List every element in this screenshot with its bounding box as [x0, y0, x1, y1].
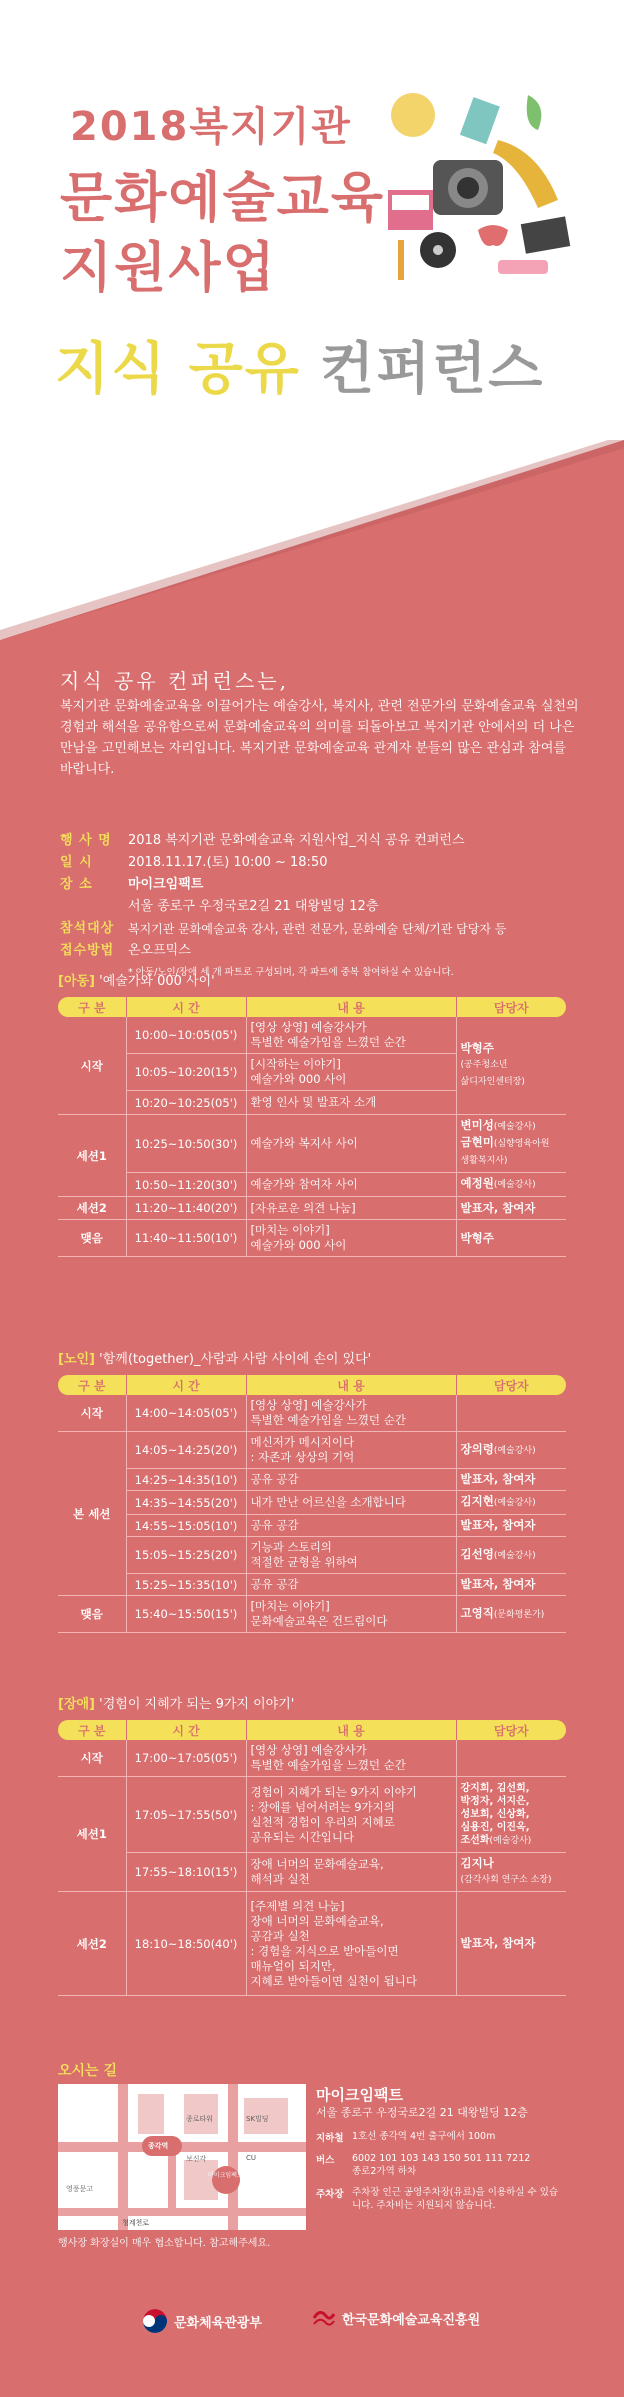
map-label-sk: SK빌딩	[246, 2115, 269, 2123]
presenter-cell	[456, 1432, 566, 1469]
map-label-tower: 종로타워	[186, 2115, 214, 2123]
presenter-cell	[456, 1740, 566, 1777]
section-tag: [아동]	[58, 974, 95, 989]
time-cell: 10:05~10:20(15')	[126, 1054, 246, 1091]
presenter-cell	[456, 1395, 566, 1432]
presenter-name: 강지희, 김선희, 박정자, 서지은, 성보희, 신상화, 심용진, 이진옥, 조선화	[460, 1782, 530, 1846]
group-cell: 세션1	[58, 1115, 126, 1197]
presenter-note: (감각사회 연구소 소장)	[460, 1875, 552, 1885]
directions-section	[58, 2060, 568, 2249]
presenter-name: 고영직	[460, 1605, 494, 1620]
schedule-disability	[58, 1693, 566, 1996]
presenter-note: (문화평론가)	[493, 1609, 545, 1620]
presenter-cell	[456, 1017, 566, 1115]
col-header: 시 간	[126, 1375, 246, 1395]
content-cell: 경험이 지혜가 되는 9가지 이야기 : 장애를 넘어서려는 9가지의 실천적 경험이 우리의 지혜로 공유되는 시간입니다	[246, 1777, 456, 1853]
section-title	[58, 970, 566, 989]
presenter-cell: 박형주	[456, 1220, 566, 1257]
presenter-note: (예술강사)	[489, 1835, 532, 1846]
time-cell: 10:50~11:20(30')	[126, 1173, 246, 1197]
time-cell: 11:20~11:40(20')	[126, 1197, 246, 1220]
table-row	[58, 1892, 566, 1996]
transport-value: 6002 101 103 143 150 501 111 7212 종로2가역 하차	[352, 2153, 531, 2177]
diagonal-divider	[0, 440, 624, 670]
presenter-cell: 발표자, 참여자	[456, 1574, 566, 1596]
info-value: 복지기관 문화예술교육 강사, 관련 전문가, 문화예술 단체/기관 담당자 등	[128, 922, 507, 936]
content-cell: 공유 공감	[246, 1469, 456, 1491]
taegeuk-icon	[142, 2308, 168, 2334]
info-label: 행 사 명	[60, 833, 112, 848]
transport-label: 주차장	[316, 2189, 344, 2200]
content-cell: 장애 너머의 문화예술교육, 해석과 실천	[246, 1853, 456, 1892]
presenter-note: (심향영육아원 생활복지사)	[460, 1139, 550, 1166]
schedule-children	[58, 970, 566, 1257]
content-cell: 메신저가 메시지이다 : 자존과 상상의 기억	[246, 1432, 456, 1469]
presenter-note: (예술강사)	[493, 1180, 536, 1190]
col-header: 담당자	[456, 1720, 566, 1740]
restroom-note: 행사장 화장실이 매우 협소합니다. 참고해주세요.	[58, 2238, 271, 2249]
intro-body: 복지기관 문화예술교육을 이끌어가는 예술강사, 복지사, 관련 전문가의 문화예술교육 실천의 경험과 해석을 공유함으로써 문화예술교육의 의미를 되돌아보고 복지기관 안에서의 더 나은 만남을 고민해보는 자리입니다. 복지기관 문화예술교육 관계자 분들의 많은 관심과 참여를 바랍니다.	[60, 699, 579, 777]
section-subtitle: '경험이 지혜가 되는 9가지 이야기'	[99, 1697, 295, 1712]
presenter-name: 장의령	[460, 1441, 494, 1456]
info-row-date	[60, 852, 600, 874]
info-note: * 아동/노인/장애 세 개 파트로 구성되며, 각 파트에 중복 참여하실 수 있습니다.	[128, 967, 454, 978]
table-row	[58, 1469, 566, 1491]
transport-label: 버스	[316, 2155, 335, 2166]
map-label-cu: CU	[246, 2154, 257, 2162]
presenter-cell: 발표자, 참여자	[456, 1515, 566, 1537]
info-value: 2018.11.17.(토) 10:00 ~ 18:50	[128, 855, 328, 870]
time-cell: 14:05~14:25(20')	[126, 1432, 246, 1469]
content-cell: 기능과 스토리의 적절한 균형을 위하여	[246, 1537, 456, 1574]
venue-name: 마이크임팩트	[316, 2086, 403, 2104]
col-header: 내 용	[246, 1375, 456, 1395]
info-row-audience	[60, 918, 600, 940]
info-value: 온오프믹스	[128, 943, 191, 958]
content-cell: 공유 공감	[246, 1515, 456, 1537]
col-header: 담당자	[456, 997, 566, 1017]
time-cell: 14:35~14:55(20')	[126, 1491, 246, 1515]
presenter-name: 김선영	[460, 1546, 494, 1561]
hero-title-conference: 컨퍼런스	[320, 337, 545, 402]
info-value: 마이크임팩트	[128, 877, 204, 892]
time-cell: 17:55~18:10(15')	[126, 1853, 246, 1892]
hero-title-line3: 지원사업	[60, 236, 277, 299]
presenter-cell: 발표자, 참여자	[456, 1197, 566, 1220]
col-header: 내 용	[246, 1720, 456, 1740]
table-row	[58, 1537, 566, 1574]
col-header: 구 분	[58, 1720, 126, 1740]
table-row	[58, 1574, 566, 1596]
section-title	[58, 1693, 566, 1712]
col-header: 구 분	[58, 997, 126, 1017]
table-row	[58, 1432, 566, 1469]
transport-value: 1호선 종각역 4번 출구에서 100m	[352, 2131, 496, 2142]
arte-logo	[312, 2308, 480, 2328]
table-row	[58, 1173, 566, 1197]
presenter-cell	[456, 1777, 566, 1853]
info-value: 2018 복지기관 문화예술교육 지원사업_지식 공유 컨퍼런스	[128, 833, 465, 848]
presenter-name: 금현미	[460, 1135, 494, 1149]
presenter-name: 김지나	[460, 1856, 494, 1870]
content-cell: 예술가와 참여자 사이	[246, 1173, 456, 1197]
transport-value: 주차장 인근 공영주차장(유료)을 이용하실 수 있습니다. 주차비는 지원되지 않습니다.	[352, 2187, 559, 2211]
group-cell: 세션2	[58, 1197, 126, 1220]
presenter-cell	[456, 1853, 566, 1892]
ministry-name: 문화체육관광부	[174, 2315, 262, 2331]
map-label-bookstore: 영풍문고	[66, 2185, 94, 2193]
group-cell: 시작	[58, 1017, 126, 1115]
location-map	[58, 2084, 306, 2230]
arts-collage-illustration	[378, 80, 578, 290]
presenter-cell	[456, 1115, 566, 1173]
event-info	[60, 830, 600, 978]
schedule-table	[58, 997, 566, 1257]
schedule-seniors	[58, 1348, 566, 1633]
map-label-road: 청계천로	[122, 2219, 150, 2227]
info-row-name	[60, 830, 600, 852]
table-row	[58, 1017, 566, 1054]
content-cell: [주제별 의견 나눔] 장애 너머의 문화예술교육, 공감과 실천 : 경험을 지식으로 받아들이면 매뉴얼이 되지만, 지혜로 받아들이면 실천이 됩니다	[246, 1892, 456, 1996]
info-label: 일 시	[60, 855, 93, 870]
col-header: 구 분	[58, 1375, 126, 1395]
col-header: 담당자	[456, 1375, 566, 1395]
table-row	[58, 1515, 566, 1537]
col-header: 시 간	[126, 997, 246, 1017]
time-cell: 14:55~15:05(10')	[126, 1515, 246, 1537]
hero-title-line2: 문화예술교육	[60, 166, 385, 229]
time-cell: 11:40~11:50(10')	[126, 1220, 246, 1257]
time-cell: 15:25~15:35(10')	[126, 1574, 246, 1596]
time-cell: 15:40~15:50(15')	[126, 1596, 246, 1633]
time-cell: 15:05~15:25(20')	[126, 1537, 246, 1574]
map-graphic	[58, 2084, 306, 2230]
info-row-address	[60, 896, 600, 918]
section-tag: [장애]	[58, 1697, 95, 1712]
group-cell: 세션2	[58, 1892, 126, 1996]
schedule-table	[58, 1375, 566, 1633]
presenter-name: 김지현	[460, 1494, 494, 1508]
info-label: 접수방법	[60, 943, 115, 958]
table-row	[58, 1853, 566, 1892]
time-cell: 14:00~14:05(05')	[126, 1395, 246, 1432]
table-row	[58, 1220, 566, 1257]
time-cell: 14:25~14:35(10')	[126, 1469, 246, 1491]
hero-title-knowledge: 지식 공유	[55, 337, 301, 402]
info-label	[60, 896, 128, 918]
time-cell: 17:05~17:55(50')	[126, 1777, 246, 1853]
presenter-cell: 발표자, 참여자	[456, 1469, 566, 1491]
directions-title: 오시는 길	[58, 2063, 117, 2079]
transport-parking	[316, 2186, 566, 2212]
presenter-note: (예술강사)	[493, 1550, 536, 1561]
table-row	[58, 1777, 566, 1853]
table-row	[58, 1197, 566, 1220]
venue-address: 서울 종로구 우정국로2길 21 대왕빌딩 12층	[316, 2106, 528, 2119]
table-row	[58, 1395, 566, 1432]
presenter-cell	[456, 1596, 566, 1633]
group-cell: 맺음	[58, 1220, 126, 1257]
col-header: 내 용	[246, 997, 456, 1017]
presenter-name: 예정원	[460, 1176, 494, 1190]
presenter-note: (공주청소년 삶디자인센터장)	[460, 1060, 525, 1087]
info-value: 서울 종로구 우정국로2길 21 대왕빌딩 12층	[128, 899, 379, 914]
content-cell: 예술가와 복지사 사이	[246, 1115, 456, 1173]
presenter-cell	[456, 1537, 566, 1574]
info-row-venue	[60, 874, 600, 896]
presenter-cell	[456, 1173, 566, 1197]
presenter-name: 변미성	[460, 1118, 494, 1132]
col-header: 시 간	[126, 1720, 246, 1740]
content-cell: [자유로운 의견 나눔]	[246, 1197, 456, 1220]
info-row-registration	[60, 940, 600, 962]
table-row	[58, 1491, 566, 1515]
group-cell: 세션1	[58, 1777, 126, 1892]
info-label: 장 소	[60, 877, 93, 892]
arte-name: 한국문화예술교육진흥원	[342, 2312, 481, 2328]
content-cell: [영상 상영] 예술강사가 특별한 예술가임을 느꼈던 순간	[246, 1395, 456, 1432]
group-cell: 시작	[58, 1740, 126, 1777]
time-cell: 10:00~10:05(05')	[126, 1017, 246, 1054]
group-cell: 본 세션	[58, 1432, 126, 1596]
table-row	[58, 1596, 566, 1633]
time-cell: 18:10~18:50(40')	[126, 1892, 246, 1996]
content-cell: [마치는 이야기] 문화예술교육은 건드림이다	[246, 1596, 456, 1633]
hero-year-title: 2018복지기관	[70, 104, 352, 150]
time-cell: 10:20~10:25(05')	[126, 1091, 246, 1115]
time-cell: 10:25~10:50(30')	[126, 1115, 246, 1173]
content-cell: [마치는 이야기] 예술가와 000 사이	[246, 1220, 456, 1257]
map-label-station: 종각역	[148, 2142, 169, 2150]
info-label: 참석대상	[60, 921, 115, 936]
transport-subway	[316, 2130, 566, 2144]
section-subtitle: '예술가와 000 사이'	[99, 974, 215, 989]
presenter-note: (예술강사)	[493, 1445, 536, 1456]
map-label-venue: 마이크임팩트	[208, 2172, 243, 2179]
content-cell: [영상 상영] 예술강사가 특별한 예술가임을 느꼈던 순간	[246, 1740, 456, 1777]
ministry-logo	[142, 2308, 262, 2334]
schedule-table	[58, 1720, 566, 1996]
presenter-cell: 발표자, 참여자	[456, 1892, 566, 1996]
footer	[0, 2285, 624, 2397]
transport-bus	[316, 2152, 566, 2178]
content-cell: 내가 만난 어르신을 소개합니다	[246, 1491, 456, 1515]
presenter-name: 박형주	[460, 1041, 494, 1055]
presenter-cell	[456, 1491, 566, 1515]
transport-label: 지하철	[316, 2133, 344, 2144]
map-label-bosingak: 보신각	[186, 2155, 207, 2163]
time-cell: 17:00~17:05(05')	[126, 1740, 246, 1777]
presenter-note: (예술강사)	[493, 1122, 536, 1132]
content-cell: [영상 상영] 예술강사가 특별한 예술가임을 느꼈던 순간	[246, 1017, 456, 1054]
content-cell: [시작하는 이야기] 예술가와 000 사이	[246, 1054, 456, 1091]
group-cell: 맺음	[58, 1596, 126, 1633]
section-title	[58, 1348, 566, 1367]
content-cell: 환영 인사 및 발표자 소개	[246, 1091, 456, 1115]
section-subtitle: '함께(together)_사람과 사람 사이에 손이 있다'	[99, 1352, 372, 1367]
presenter-note: (예술강사)	[493, 1498, 536, 1508]
intro-title: 지식 공유 컨퍼런스는,	[60, 669, 289, 693]
table-row	[58, 1115, 566, 1173]
content-cell: 공유 공감	[246, 1574, 456, 1596]
table-row	[58, 1740, 566, 1777]
group-cell: 시작	[58, 1395, 126, 1432]
arte-swirl-icon	[312, 2308, 336, 2328]
section-tag: [노인]	[58, 1352, 95, 1367]
